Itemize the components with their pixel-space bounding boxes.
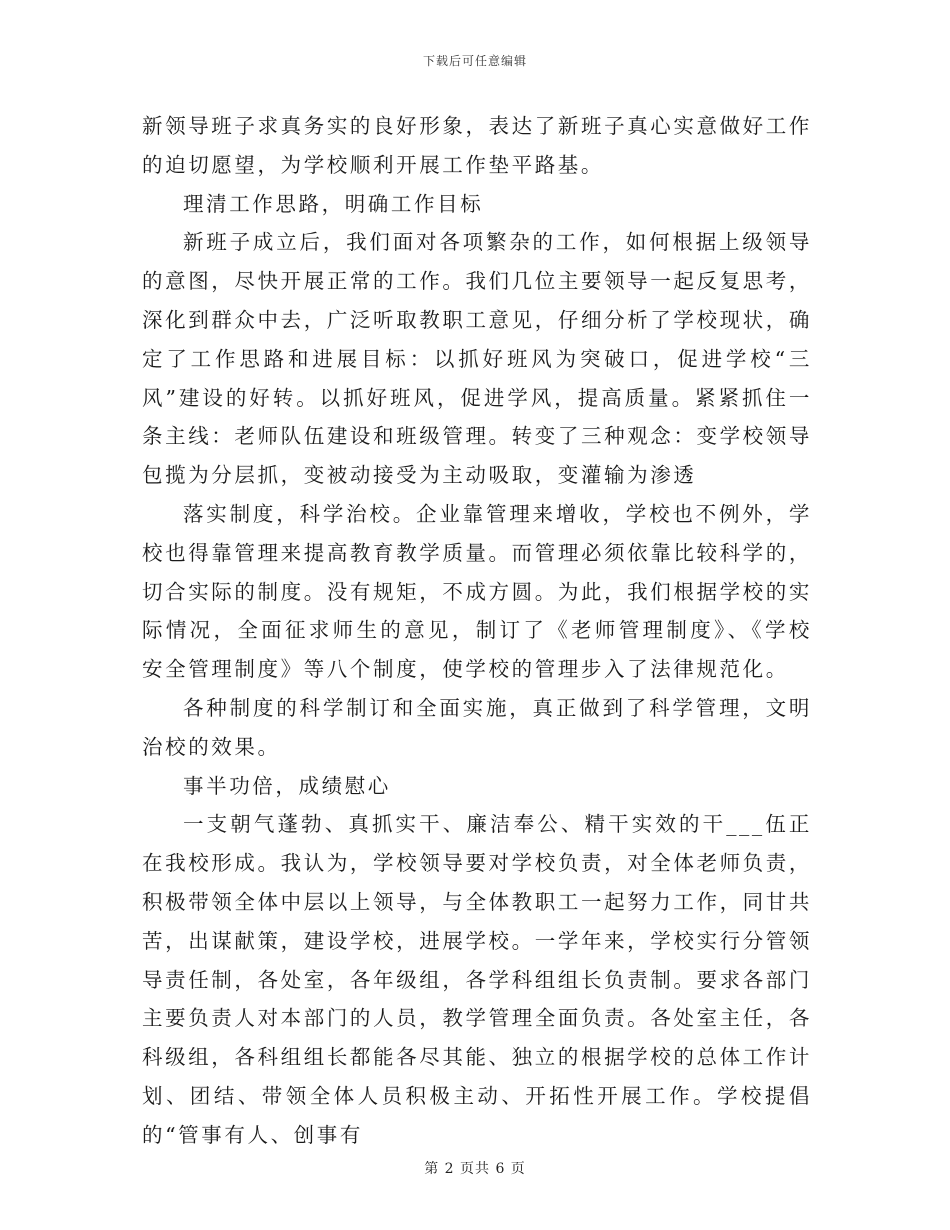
- section-heading-results: 事半功倍，成绩慰心: [183, 773, 391, 798]
- section-heading-work-ideas: 理清工作思路，明确工作目标: [183, 191, 484, 216]
- paragraph-5: 一支朝气蓬勃、真抓实干、廉洁奉公、精干实效的干___伍正在我校形成。我认为，学校领导要对学校负责，对全体老师负责，积极带领全体中层以上领导，与全体教职工一起努力工作，同甘共苦，出谋献策，建设学校，进展学校。一学年来，学校实行分管领导责任制，各处室，各年级组，各学科组组长负责制。要求各部门主要负责人对本部门的人员，教学管理全面负责。各处室主任，各科级组，各科组组长都能各尽其能、独立的根据学校的总体工作计划、团结、带领全体人员积极主动、开拓性开展工作。学校提倡的“管事有人、创事有: [142, 812, 812, 1147]
- paragraph-4: 各种制度的科学制订和全面实施，真正做到了科学管理，文明治校的效果。: [142, 695, 812, 759]
- paragraph-1: 新领导班子求真务实的良好形象，表达了新班子真心实意做好工作的迫切愿望，为学校顺利开展工作垫平路基。: [142, 114, 812, 177]
- paragraph-2: 新班子成立后，我们面对各项繁杂的工作，如何根据上级领导的意图，尽快开展正常的工作。我们几位主要领导一起反复思考，深化到群众中去，广泛听取教职工意见，仔细分析了学校现状，确定了工作思路和进展目标：以抓好班风为突破口，促进学校“三风”建设的好转。以抓好班风，促进学风，提高质量。紧紧抓住一条主线：老师队伍建设和班级管理。转变了三种观念：变学校领导包揽为分层抓，变被动接受为主动吸取，变灌输为渗透: [142, 230, 812, 488]
- page-footer: 第 2 页共 6 页: [424, 1161, 526, 1177]
- page-header: 下载后可任意编辑: [422, 54, 527, 68]
- document-body: [142, 107, 812, 1155]
- paragraph-3: 落实制度，科学治校。企业靠管理来增收，学校也不例外，学校也得靠管理来提高教育教学质量。而管理必须依靠比较科学的，切合实际的制度。没有规矩，不成方圆。为此，我们根据学校的实际情况，全面征求师生的意见，制订了《老师管理制度》、《学校安全管理制度》等八个制度，使学校的管理步入了法律规范化。: [142, 501, 812, 682]
